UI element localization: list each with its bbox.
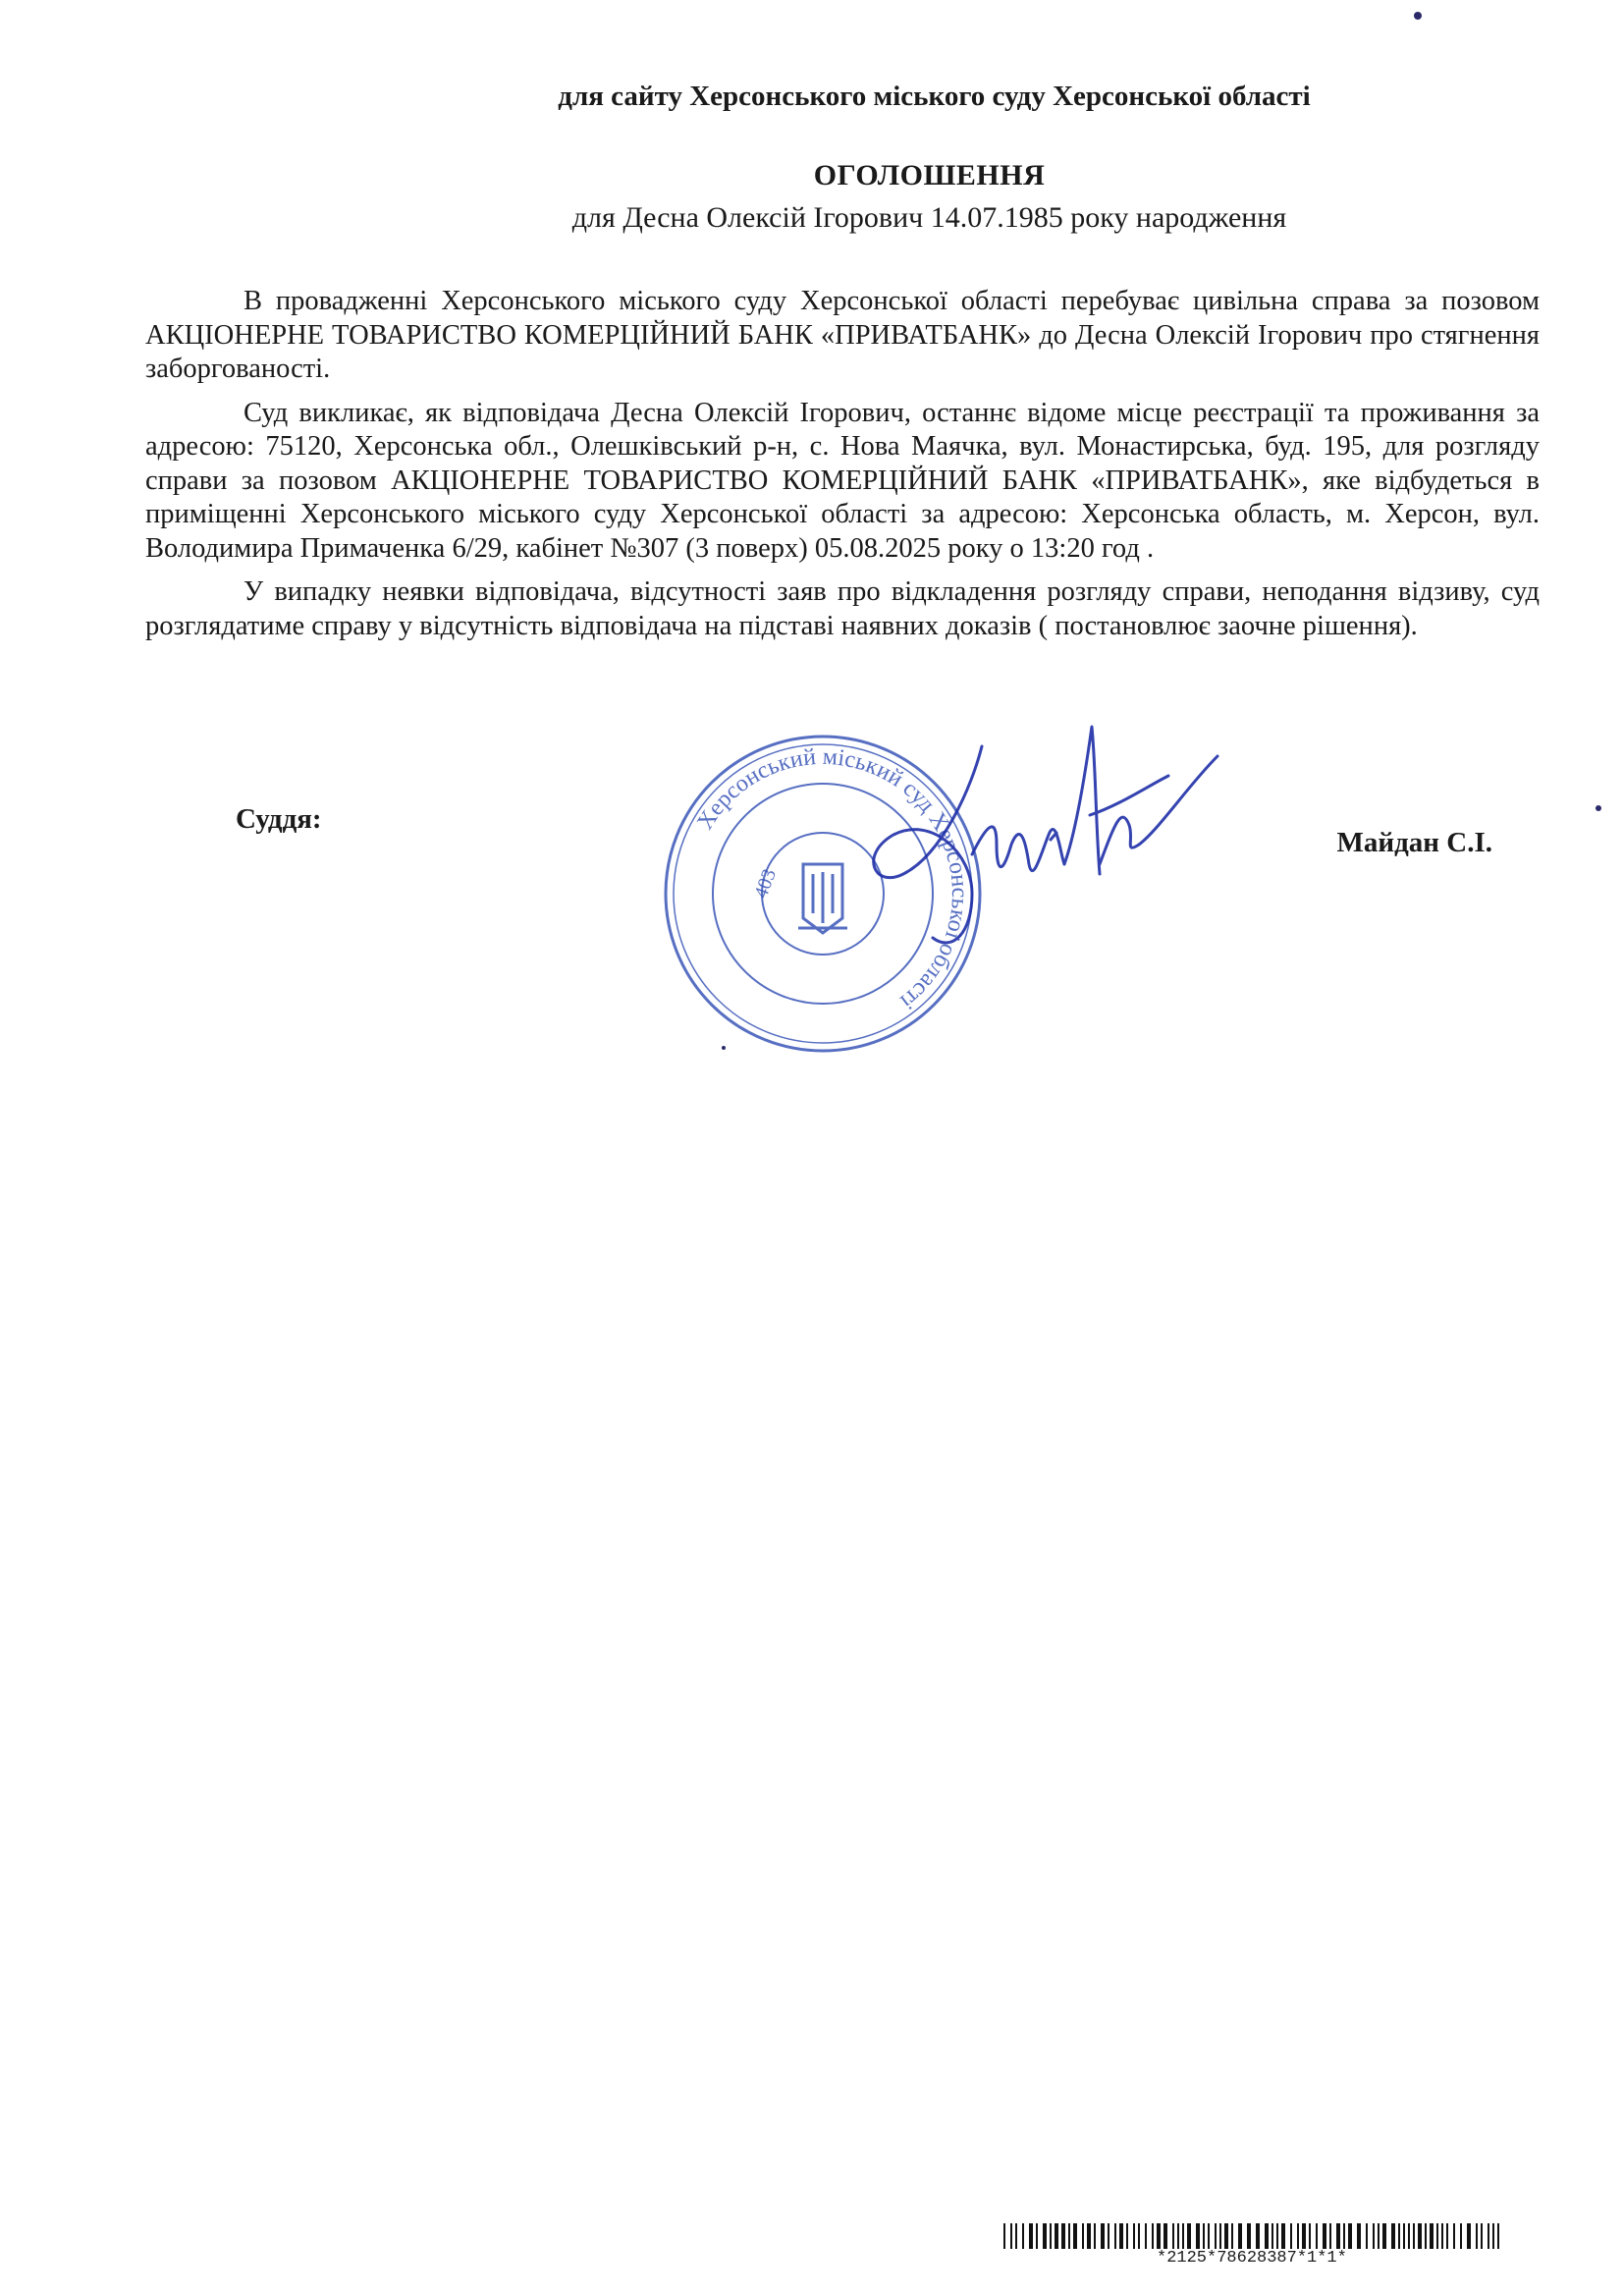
barcode-bar	[1003, 2223, 1005, 2249]
barcode-bar	[1208, 2223, 1210, 2249]
barcode-bar	[1302, 2223, 1306, 2249]
barcode-bar	[1336, 2223, 1340, 2249]
barcode-bar	[1145, 2223, 1147, 2249]
barcode-bar	[1152, 2223, 1154, 2249]
barcode-bar	[1043, 2223, 1047, 2249]
stamp-code-text: 403	[750, 865, 781, 902]
barcode-bar	[1157, 2223, 1161, 2249]
barcode-bar	[1187, 2223, 1191, 2249]
barcode-bar	[1177, 2223, 1179, 2249]
barcode-bar	[1094, 2223, 1096, 2249]
barcode-bar	[1182, 2223, 1184, 2249]
paragraph-case-info: В провадженні Херсонського міського суду Херсонської області перебуває цивільна справа за позовом АКЦІОНЕРНЕ ТОВАРИСТВО КОМЕРЦІЙНИЙ БАНК «ПРИВАТБАНК» до Десна Олексій Ігорович про стягнення заборгованості.	[145, 286, 1540, 384]
barcode-bar	[1418, 2223, 1422, 2249]
barcode-bar	[1138, 2223, 1140, 2249]
barcode-bar	[1238, 2223, 1242, 2249]
barcode-bar	[1316, 2223, 1318, 2249]
site-header-line: для сайту Херсонського міського суду Херсонської області	[558, 81, 1311, 112]
barcode-bar	[1476, 2223, 1478, 2249]
stamp-ring-path-text: Херсонський міський суд Херсонської області	[692, 743, 973, 1014]
barcode-bar	[1108, 2223, 1109, 2249]
barcode-bar	[1492, 2223, 1494, 2249]
document-subtitle: для Десна Олексій Ігорович 14.07.1985 року народження	[571, 201, 1287, 234]
barcode-bar	[1196, 2223, 1200, 2249]
barcode-bar	[1290, 2223, 1292, 2249]
barcode-bar	[1378, 2223, 1380, 2249]
barcode-bar	[1467, 2223, 1471, 2249]
barcode-bar	[1015, 2223, 1017, 2249]
barcode-bar	[1119, 2223, 1123, 2249]
document-barcode	[1001, 2223, 1507, 2251]
barcode-bar	[1087, 2223, 1091, 2249]
barcode-bar	[1265, 2223, 1269, 2249]
barcode-bar	[1323, 2223, 1326, 2249]
barcode-bar	[1453, 2223, 1455, 2249]
barcode-bar	[1082, 2223, 1084, 2249]
barcode-bar	[1481, 2223, 1483, 2249]
barcode-bar	[1460, 2223, 1462, 2249]
barcode-bar	[1163, 2223, 1167, 2249]
barcode-bar	[1329, 2223, 1331, 2249]
barcode-bar	[1256, 2223, 1260, 2249]
barcode-bar	[1055, 2223, 1058, 2249]
scan-mark	[722, 1046, 726, 1050]
barcode-bar	[1133, 2223, 1135, 2249]
barcode-bar	[1366, 2223, 1368, 2249]
document-body	[145, 285, 1540, 653]
barcode-bar	[1022, 2223, 1024, 2249]
scan-mark	[1414, 12, 1422, 20]
barcode-bar	[1297, 2223, 1299, 2249]
paragraph-absence-warning: У випадку неявки відповідача, відсутності заяв про відкладення розгляду справи, неподання відзиву, суд розглядатиме справу у відсутність відповідача на підставі наявних доказів ( постановлює заочне рішення).	[145, 576, 1540, 641]
handwritten-signature	[864, 707, 1257, 962]
scan-mark	[1596, 805, 1601, 811]
barcode-bar	[1373, 2223, 1375, 2249]
barcode-bar	[1488, 2223, 1489, 2249]
barcode-bar	[1276, 2223, 1278, 2249]
judge-label: Суддя:	[236, 803, 322, 835]
barcode-bar	[1126, 2223, 1128, 2249]
barcode-bar	[1271, 2223, 1273, 2249]
barcode-bar	[1398, 2223, 1400, 2249]
barcode-bar	[1247, 2223, 1251, 2249]
barcode-bar	[1219, 2223, 1221, 2249]
barcode-bar	[1281, 2223, 1285, 2249]
barcode-bar	[1029, 2223, 1033, 2249]
barcode-bar	[1061, 2223, 1065, 2249]
barcode-bar	[1309, 2223, 1311, 2249]
barcode-bar	[1010, 2223, 1012, 2249]
barcode-bar	[1382, 2223, 1386, 2249]
barcode-bar	[1073, 2223, 1077, 2249]
barcode-bar	[1050, 2223, 1052, 2249]
barcode-bar	[1101, 2223, 1105, 2249]
barcode-bar	[1114, 2223, 1116, 2249]
barcode-bar	[1441, 2223, 1443, 2249]
trident-emblem-icon	[798, 864, 847, 933]
barcode-bar	[1497, 2223, 1499, 2249]
barcode-bar	[1203, 2223, 1205, 2249]
barcode-bar	[1413, 2223, 1415, 2249]
barcode-bar	[1403, 2223, 1405, 2249]
barcode-bar	[1215, 2223, 1217, 2249]
barcode-bar	[1446, 2223, 1448, 2249]
barcode-bar	[1391, 2223, 1395, 2249]
judge-name: Майдан С.І.	[1336, 827, 1492, 858]
document-title: ОГОЛОШЕННЯ	[813, 159, 1046, 191]
barcode-bar	[1343, 2223, 1345, 2249]
barcode-number: *2125*78628387*1*1*	[1157, 2249, 1347, 2268]
paragraph-summons: Суд викликає, як відповідача Десна Олексій Ігорович, останнє відоме місце реєстрації та проживання за адресою: 75120, Херсонська обл., Олешківський р-н, с. Нова Маячка, вул. Монастирська, буд. 195, для розгляду справи за позовом АКЦІОНЕРНЕ ТОВАРИСТВО КОМЕРЦІЙНИЙ БАНК «ПРИВАТБАНК», яке відбудеться в приміщенні Херсонського міського суду Херсонської області за адресою: Херсонська область, м. Херсон, вул. Володимира Примаченка 6/29, кабінет №307 (3 поверх) 05.08.2025 року о 13:20 год .	[145, 397, 1540, 564]
barcode-bar	[1348, 2223, 1352, 2249]
barcode-bar	[1357, 2223, 1361, 2249]
barcode-bar	[1425, 2223, 1427, 2249]
barcode-bar	[1068, 2223, 1070, 2249]
barcode-bar	[1430, 2223, 1434, 2249]
barcode-bar	[1036, 2223, 1038, 2249]
barcode-bar	[1172, 2223, 1174, 2249]
barcode-bar	[1436, 2223, 1438, 2249]
barcode-bar	[1231, 2223, 1233, 2249]
barcode-bar	[1408, 2223, 1410, 2249]
barcode-bar	[1224, 2223, 1228, 2249]
